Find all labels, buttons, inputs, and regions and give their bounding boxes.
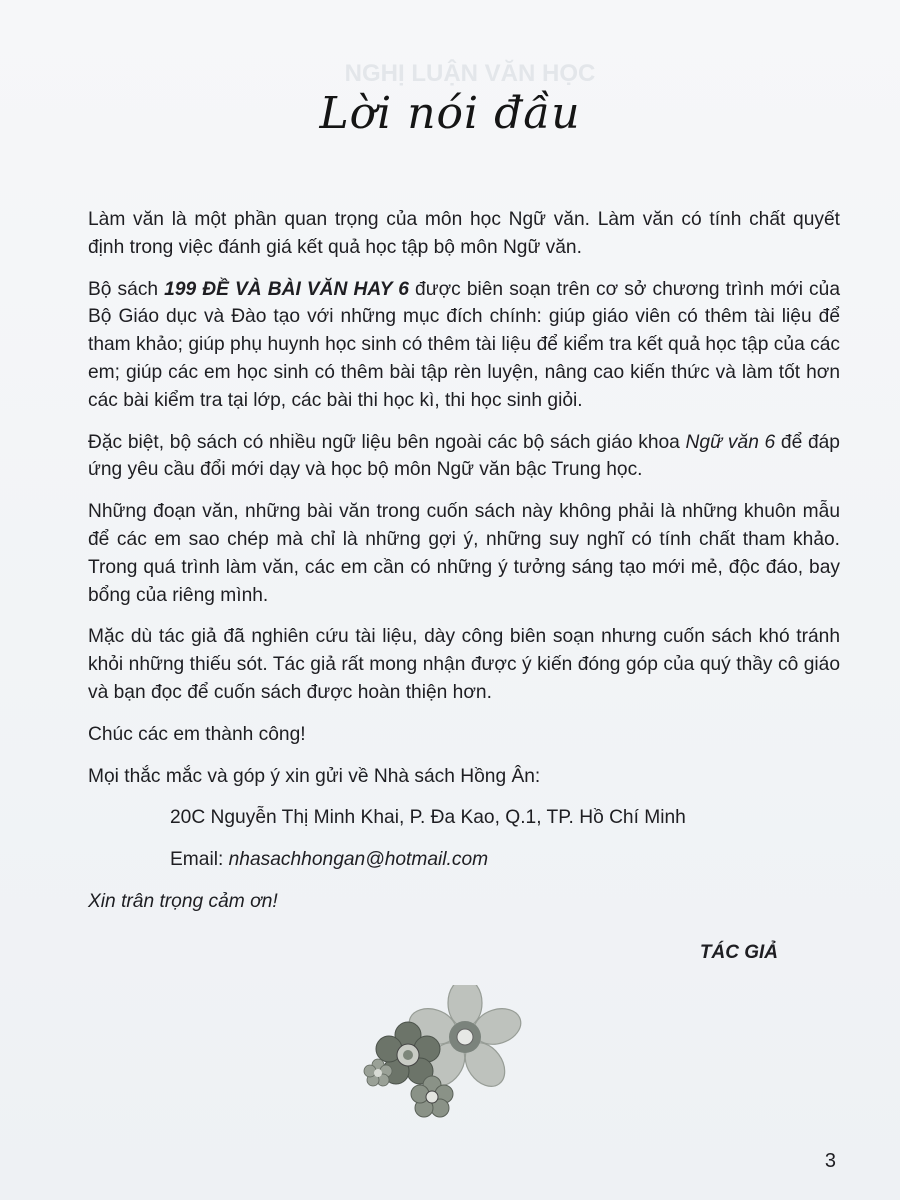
thanks-line	[88, 888, 840, 916]
bleed-through-text: NGHỊ LUẬN VĂN HỌC	[344, 60, 596, 87]
paragraph-6	[88, 721, 840, 749]
paragraph-2-after: được biên soạn trên cơ sở chương trình mới của Bộ Giáo dục và Đào tạo với những mục đích chính: giúp giáo viên có thêm tài liệu để tham khảo; giúp phụ huynh học sinh có thêm tài liệu để kiểm tra kết quả học tập của các em; giúp các em học sinh có thêm bài tập rèn luyện, nâng cao kiến thức và làm tốt hơn các bài kiểm tra tại lớp, các bài thi học kì, thi học sinh giỏi.	[88, 278, 840, 411]
paragraph-5-text: Mặc dù tác giả đã nghiên cứu tài liệu, dày công biên soạn nhưng cuốn sách khó tránh khỏi những thiếu sót. Tác giả rất mong nhận được ý kiến đóng góp của quý thầy cô giáo và bạn đọc để cuốn sách được hoàn thiện hơn.	[88, 626, 840, 703]
email-address: nhasachhongan@hotmail.com	[228, 849, 489, 871]
book-title: 199 ĐỀ VÀ BÀI VĂN HAY 6	[164, 278, 409, 300]
paragraph-2	[88, 276, 840, 415]
paragraph-7-text: Mọi thắc mắc và góp ý xin gửi về Nhà sách Hồng Ân:	[88, 765, 541, 787]
paragraph-6-text: Chúc các em thành công!	[88, 723, 306, 745]
textbook-name: Ngữ văn 6	[685, 431, 776, 453]
paragraph-7	[88, 763, 840, 791]
page-number: 3	[824, 1150, 836, 1172]
paragraph-3-before: Đặc biệt, bộ sách có nhiều ngữ liệu bên ngoài các bộ sách giáo khoa	[88, 431, 686, 453]
paragraph-1	[88, 206, 840, 262]
paragraph-3-after: để đáp ứng yêu cầu đổi mới dạy và học bộ môn Ngữ văn bậc Trung học.	[88, 431, 840, 481]
email-label: Email:	[170, 849, 229, 871]
page-title: Lời nói đầu	[319, 88, 581, 139]
flower-ornament-icon	[360, 985, 530, 1125]
paragraph-4	[88, 498, 840, 609]
author-signature: TÁC GIẢ	[699, 942, 778, 963]
paragraph-2-before: Bộ sách	[88, 278, 165, 300]
preface-body	[88, 206, 840, 930]
paragraph-4-text: Những đoạn văn, những bài văn trong cuốn sách này không phải là những khuôn mẫu để các em sao chép mà chỉ là những gợi ý, những suy nghĩ có tính chất tham khảo. Trong quá trình làm văn, các em cần có những ý tưởng sáng tạo mới mẻ, độc đáo, bay bổng của riêng mình.	[88, 501, 840, 606]
paragraph-3	[88, 429, 840, 485]
address-text: 20C Nguyễn Thị Minh Khai, P. Đa Kao, Q.1, TP. Hồ Chí Minh	[170, 807, 686, 829]
address-line	[88, 804, 840, 832]
thanks-text: Xin trân trọng cảm ơn!	[88, 890, 278, 912]
paragraph-5	[88, 623, 840, 706]
paragraph-1-text: Làm văn là một phần quan trọng của môn học Ngữ văn. Làm văn có tính chất quyết định trong việc đánh giá kết quả học tập bộ môn Ngữ văn.	[88, 209, 840, 258]
email-line	[88, 846, 840, 874]
